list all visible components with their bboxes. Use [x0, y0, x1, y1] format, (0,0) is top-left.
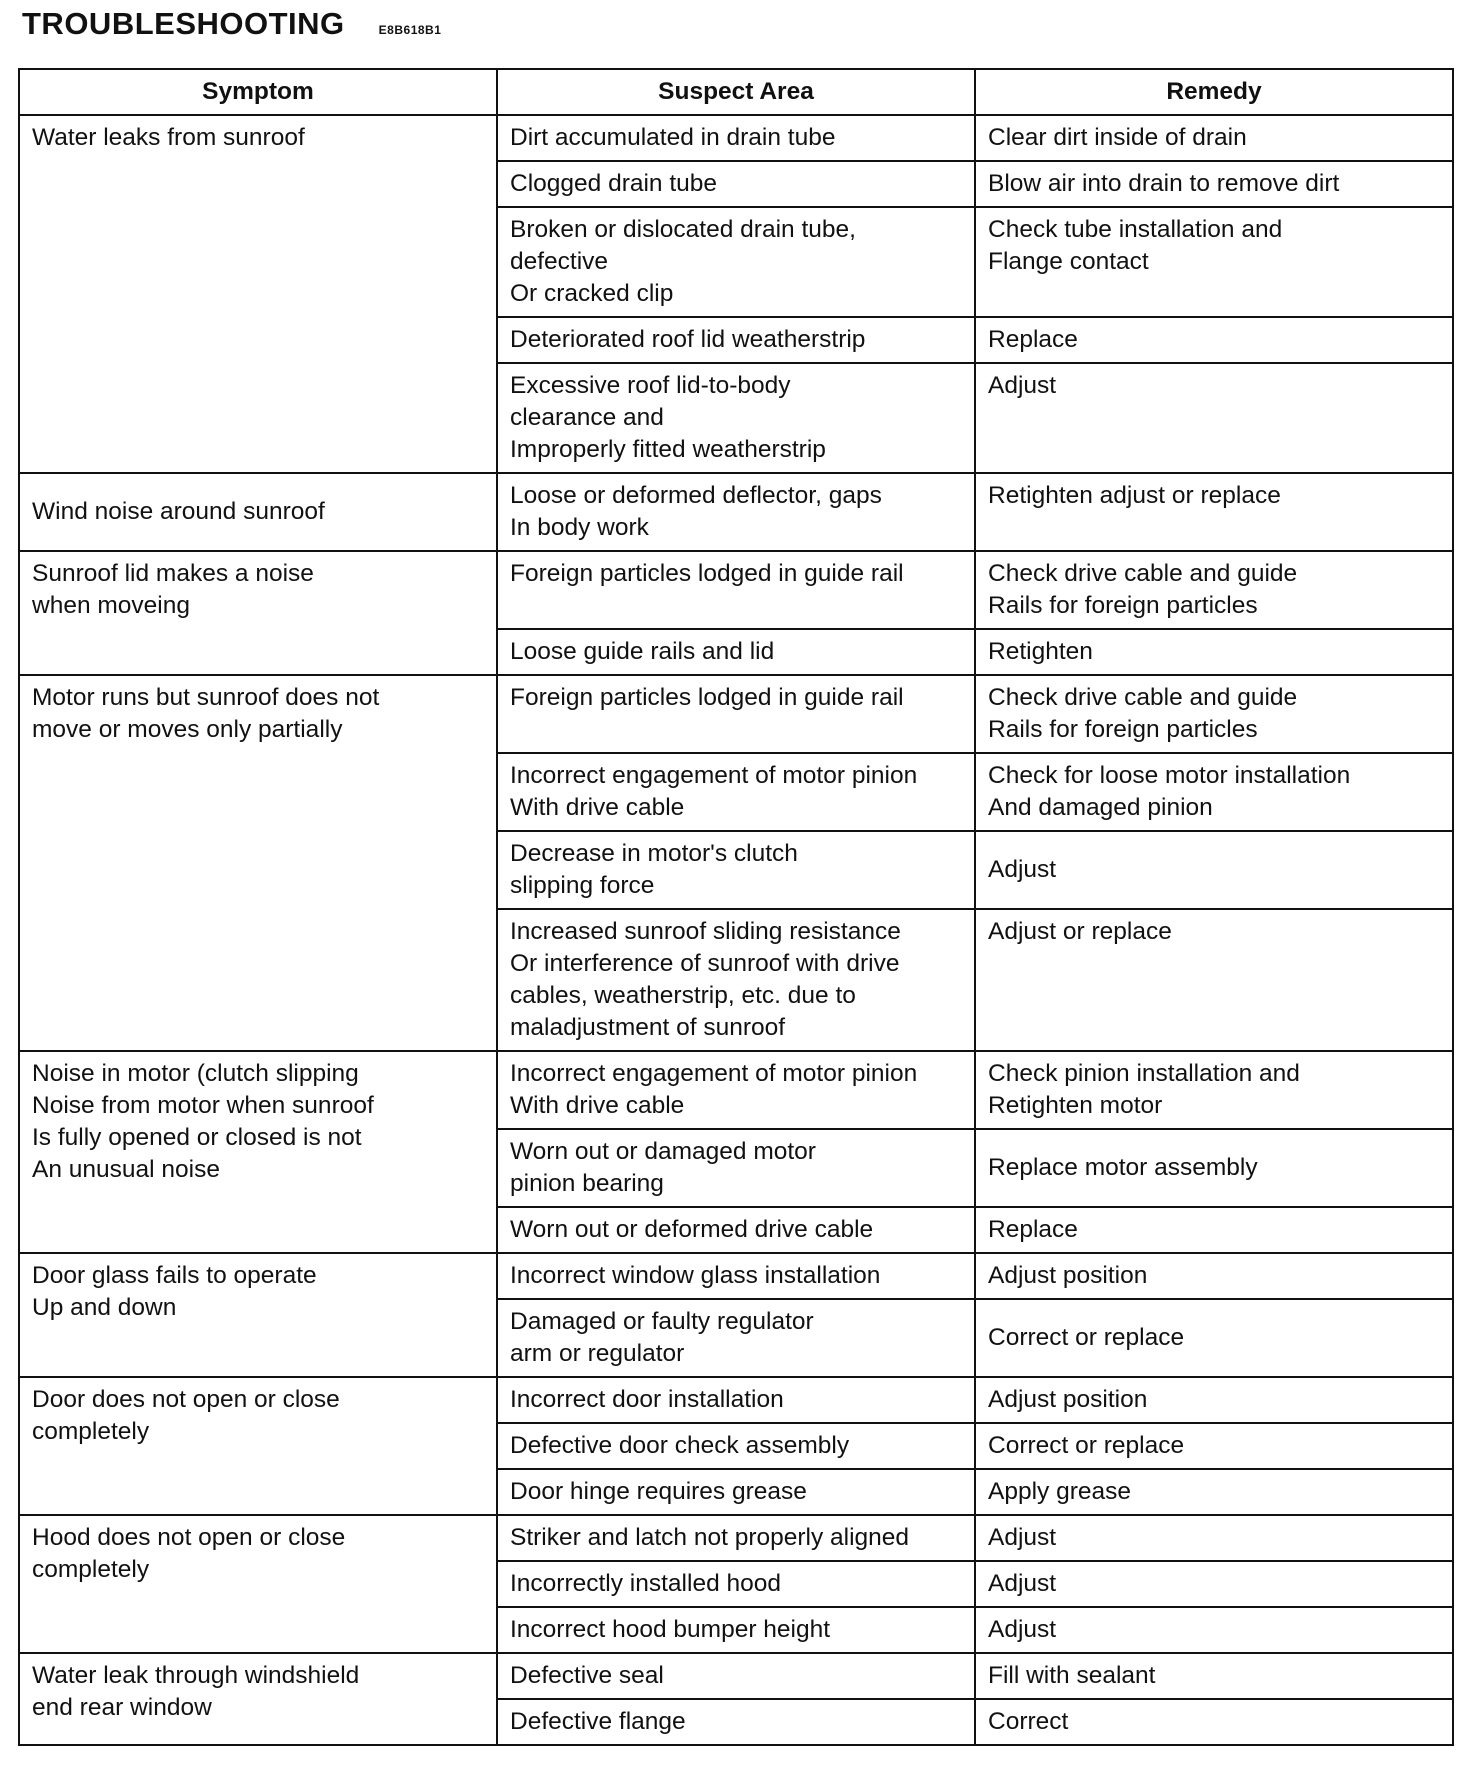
symptom-cell: Door glass fails to operate Up and down: [19, 1253, 497, 1377]
remedy-cell: Correct: [975, 1699, 1453, 1745]
remedy-cell: Check tube installation and Flange contact: [975, 207, 1453, 317]
table-row: [19, 1515, 1453, 1561]
suspect-area-cell: Defective door check assembly: [497, 1423, 975, 1469]
remedy-cell: Correct or replace: [975, 1299, 1453, 1377]
troubleshooting-table: [18, 68, 1454, 1746]
remedy-cell: Adjust: [975, 1607, 1453, 1653]
page-header: [22, 6, 441, 46]
table-body: [19, 115, 1453, 1745]
symptom-cell: Wind noise around sunroof: [19, 473, 497, 551]
remedy-cell: Fill with sealant: [975, 1653, 1453, 1699]
suspect-area-cell: Defective seal: [497, 1653, 975, 1699]
suspect-area-cell: Incorrect engagement of motor pinion With drive cable: [497, 1051, 975, 1129]
table-row: [19, 115, 1453, 161]
remedy-cell: Replace: [975, 1207, 1453, 1253]
symptom-cell: Water leak through windshield end rear window: [19, 1653, 497, 1745]
header-row: [19, 69, 1453, 115]
symptom-cell: Door does not open or close completely: [19, 1377, 497, 1515]
suspect-area-cell: Decrease in motor's clutch slipping force: [497, 831, 975, 909]
remedy-cell: Adjust or replace: [975, 909, 1453, 1051]
header-suspect-area: Suspect Area: [497, 69, 975, 115]
table-row: [19, 1377, 1453, 1423]
remedy-cell: Apply grease: [975, 1469, 1453, 1515]
remedy-cell: Clear dirt inside of drain: [975, 115, 1453, 161]
symptom-cell: Sunroof lid makes a noise when moveing: [19, 551, 497, 675]
table-row: [19, 1051, 1453, 1129]
remedy-cell: Retighten: [975, 629, 1453, 675]
remedy-cell: Adjust position: [975, 1377, 1453, 1423]
remedy-cell: Check pinion installation and Retighten motor: [975, 1051, 1453, 1129]
table-row: [19, 473, 1453, 551]
table-row: [19, 1653, 1453, 1699]
remedy-cell: Check drive cable and guide Rails for foreign particles: [975, 551, 1453, 629]
remedy-cell: Blow air into drain to remove dirt: [975, 161, 1453, 207]
suspect-area-cell: Worn out or damaged motor pinion bearing: [497, 1129, 975, 1207]
document-code: E8B618B1: [378, 23, 442, 37]
suspect-area-cell: Broken or dislocated drain tube, defective Or cracked clip: [497, 207, 975, 317]
suspect-area-cell: Incorrect window glass installation: [497, 1253, 975, 1299]
page-title: TROUBLESHOOTING: [22, 6, 345, 41]
suspect-area-cell: Damaged or faulty regulator arm or regulator: [497, 1299, 975, 1377]
suspect-area-cell: Foreign particles lodged in guide rail: [497, 675, 975, 753]
remedy-cell: Retighten adjust or replace: [975, 473, 1453, 551]
suspect-area-cell: Door hinge requires grease: [497, 1469, 975, 1515]
table-row: [19, 675, 1453, 753]
header-remedy: Remedy: [975, 69, 1453, 115]
suspect-area-cell: Excessive roof lid-to-body clearance and Improperly fitted weatherstrip: [497, 363, 975, 473]
symptom-cell: Motor runs but sunroof does not move or moves only partially: [19, 675, 497, 1051]
suspect-area-cell: Incorrectly installed hood: [497, 1561, 975, 1607]
symptom-cell: Water leaks from sunroof: [19, 115, 497, 473]
remedy-cell: Correct or replace: [975, 1423, 1453, 1469]
suspect-area-cell: Incorrect engagement of motor pinion With drive cable: [497, 753, 975, 831]
suspect-area-cell: Dirt accumulated in drain tube: [497, 115, 975, 161]
suspect-area-cell: Loose or deformed deflector, gaps In body work: [497, 473, 975, 551]
suspect-area-cell: Striker and latch not properly aligned: [497, 1515, 975, 1561]
remedy-cell: Replace motor assembly: [975, 1129, 1453, 1207]
header-symptom: Symptom: [19, 69, 497, 115]
remedy-cell: Replace: [975, 317, 1453, 363]
suspect-area-cell: Clogged drain tube: [497, 161, 975, 207]
suspect-area-cell: Incorrect hood bumper height: [497, 1607, 975, 1653]
remedy-cell: Adjust: [975, 1515, 1453, 1561]
suspect-area-cell: Loose guide rails and lid: [497, 629, 975, 675]
remedy-cell: Check for loose motor installation And damaged pinion: [975, 753, 1453, 831]
suspect-area-cell: Worn out or deformed drive cable: [497, 1207, 975, 1253]
suspect-area-cell: Increased sunroof sliding resistance Or interference of sunroof with drive cables, weatherstrip, etc. due to maladjustment of sunroof: [497, 909, 975, 1051]
table-row: [19, 1253, 1453, 1299]
suspect-area-cell: Incorrect door installation: [497, 1377, 975, 1423]
suspect-area-cell: Defective flange: [497, 1699, 975, 1745]
remedy-cell: Adjust: [975, 1561, 1453, 1607]
symptom-cell: Hood does not open or close completely: [19, 1515, 497, 1653]
remedy-cell: Check drive cable and guide Rails for foreign particles: [975, 675, 1453, 753]
remedy-cell: Adjust position: [975, 1253, 1453, 1299]
table-row: [19, 551, 1453, 629]
remedy-cell: Adjust: [975, 363, 1453, 473]
suspect-area-cell: Foreign particles lodged in guide rail: [497, 551, 975, 629]
remedy-cell: Adjust: [975, 831, 1453, 909]
table-header: [19, 69, 1453, 115]
symptom-cell: Noise in motor (clutch slipping Noise from motor when sunroof Is fully opened or closed is not An unusual noise: [19, 1051, 497, 1253]
suspect-area-cell: Deteriorated roof lid weatherstrip: [497, 317, 975, 363]
